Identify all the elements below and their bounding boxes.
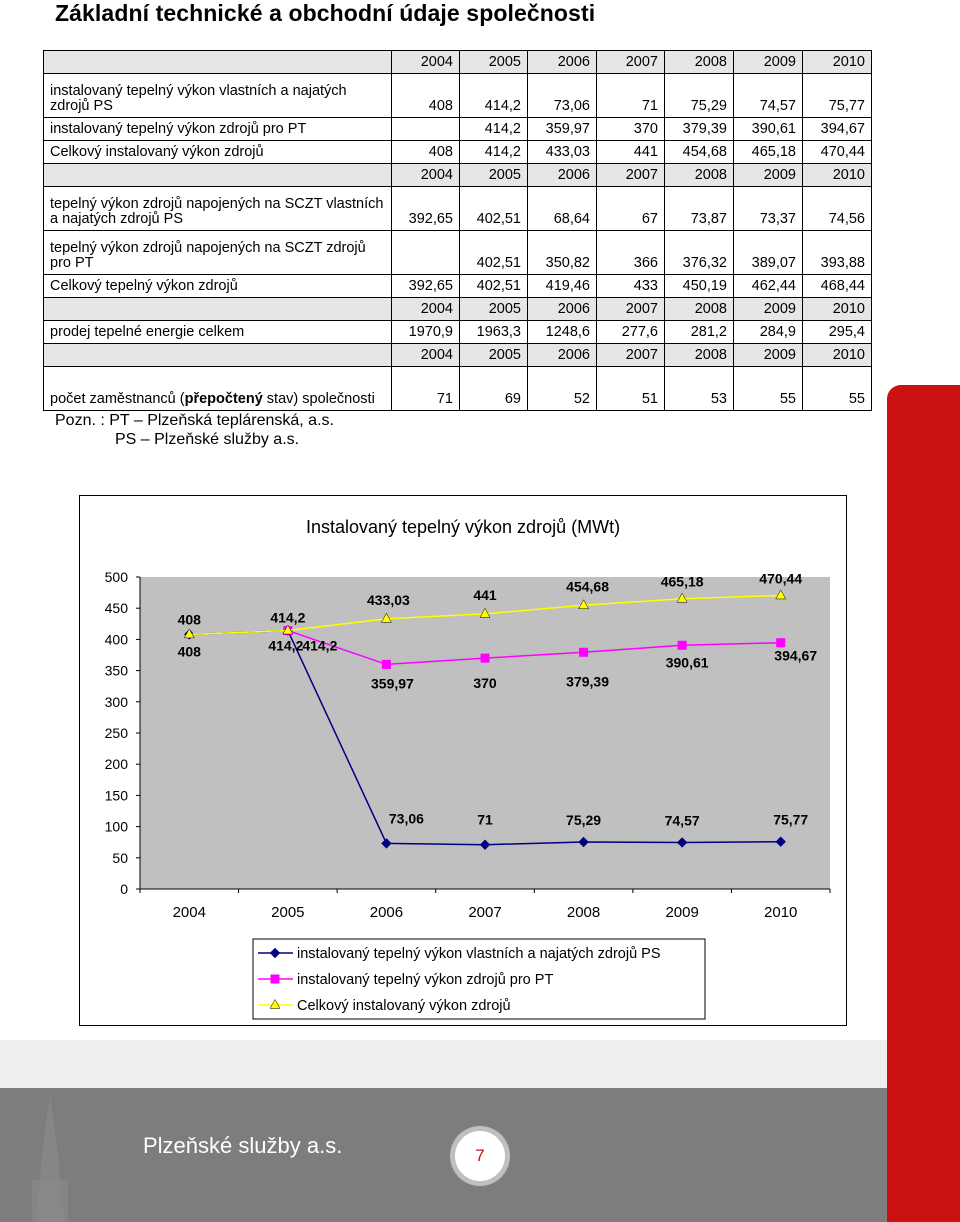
value-cell: 51 — [597, 367, 665, 411]
value-cell: 366 — [597, 231, 665, 275]
y-tick-label: 150 — [104, 787, 128, 804]
header-blank-cell — [44, 164, 392, 187]
table-row — [44, 275, 872, 298]
value-cell: 468,44 — [803, 275, 872, 298]
value-cell: 392,65 — [392, 187, 460, 231]
year-header-cell: 2004 — [392, 298, 460, 321]
decorative-red-bar — [887, 385, 960, 1222]
value-cell: 73,37 — [734, 187, 803, 231]
value-cell: 75,77 — [803, 74, 872, 118]
data-label: 414,2 — [268, 637, 304, 654]
table-row — [44, 141, 872, 164]
year-header-cell: 2005 — [460, 344, 528, 367]
data-label: 408 — [177, 643, 201, 660]
data-label: 470,44 — [759, 570, 803, 587]
year-header-cell: 2007 — [597, 51, 665, 74]
header-blank-cell — [44, 51, 392, 74]
value-cell: 295,4 — [803, 321, 872, 344]
row-label: Celkový instalovaný výkon zdrojů — [44, 141, 392, 164]
y-tick-label: 350 — [104, 662, 128, 679]
data-label: 75,29 — [566, 812, 602, 829]
footnote-line-pt: Pozn. : PT – Plzeňská teplárenská, a.s. — [55, 412, 334, 429]
value-cell: 370 — [597, 118, 665, 141]
x-tick-label: 2006 — [369, 904, 404, 921]
y-tick-label: 100 — [104, 818, 128, 835]
data-label: 441 — [473, 586, 497, 603]
value-cell: 73,06 — [528, 74, 597, 118]
data-label: 414,2 — [302, 637, 338, 654]
y-tick-label: 400 — [104, 631, 128, 648]
value-cell: 73,87 — [665, 187, 734, 231]
footnote — [55, 411, 334, 449]
value-cell — [392, 231, 460, 275]
value-cell: 67 — [597, 187, 665, 231]
row-label-part: přepočtený — [184, 391, 263, 407]
value-cell: 1963,3 — [460, 321, 528, 344]
value-cell: 392,65 — [392, 275, 460, 298]
value-cell: 376,32 — [665, 231, 734, 275]
year-header-cell: 2008 — [665, 298, 734, 321]
year-header-cell: 2009 — [734, 344, 803, 367]
value-cell — [392, 118, 460, 141]
data-label: 75,77 — [773, 811, 809, 828]
data-label: 359,97 — [371, 675, 414, 692]
data-label: 71 — [477, 811, 493, 828]
church-spire-icon — [20, 1095, 80, 1222]
data-label: 408 — [177, 611, 201, 628]
value-cell: 359,97 — [528, 118, 597, 141]
value-cell: 402,51 — [460, 275, 528, 298]
footnote-line-ps: PS – Plzeňské služby a.s. — [115, 431, 300, 448]
data-label: 379,39 — [566, 673, 609, 690]
data-point — [678, 641, 686, 649]
value-cell: 281,2 — [665, 321, 734, 344]
table-row — [44, 321, 872, 344]
value-cell: 450,19 — [665, 275, 734, 298]
legend-label: Celkový instalovaný výkon zdrojů — [297, 998, 511, 1014]
value-cell: 74,56 — [803, 187, 872, 231]
data-label: 465,18 — [660, 573, 704, 590]
value-cell: 393,88 — [803, 231, 872, 275]
value-cell: 402,51 — [460, 231, 528, 275]
data-label: 390,61 — [665, 654, 709, 671]
data-point — [777, 639, 785, 647]
value-cell: 408 — [392, 141, 460, 164]
year-header-cell: 2010 — [803, 164, 872, 187]
table-row — [44, 367, 872, 411]
year-header-cell: 2007 — [597, 298, 665, 321]
year-header-cell: 2008 — [665, 344, 734, 367]
x-tick-label: 2007 — [468, 904, 502, 921]
value-cell: 52 — [528, 367, 597, 411]
year-header-cell: 2009 — [734, 164, 803, 187]
value-cell: 419,46 — [528, 275, 597, 298]
year-header-cell: 2006 — [528, 298, 597, 321]
y-tick-label: 300 — [104, 693, 128, 710]
value-cell: 284,9 — [734, 321, 803, 344]
line-chart — [80, 496, 846, 1025]
y-tick-label: 450 — [104, 600, 128, 617]
row-label: instalovaný tepelný výkon zdrojů pro PT — [44, 118, 392, 141]
value-cell: 55 — [803, 367, 872, 411]
value-cell: 277,6 — [597, 321, 665, 344]
year-header-cell: 2005 — [460, 51, 528, 74]
value-cell: 74,57 — [734, 74, 803, 118]
table-header-row — [44, 164, 872, 187]
year-header-cell: 2004 — [392, 51, 460, 74]
value-cell: 433 — [597, 275, 665, 298]
y-tick-label: 50 — [112, 849, 128, 866]
y-tick-label: 500 — [104, 569, 128, 585]
value-cell: 441 — [597, 141, 665, 164]
value-cell: 390,61 — [734, 118, 803, 141]
value-cell: 394,67 — [803, 118, 872, 141]
value-cell: 389,07 — [734, 231, 803, 275]
row-label-part: počet zaměstnanců ( — [50, 391, 185, 407]
year-header-cell: 2007 — [597, 164, 665, 187]
row-label: tepelný výkon zdrojů napojených na SCZT zdrojů pro PT — [44, 231, 392, 275]
value-cell: 402,51 — [460, 187, 528, 231]
header-blank-cell — [44, 298, 392, 321]
y-tick-label: 0 — [120, 881, 128, 897]
chart-frame — [79, 495, 847, 1026]
year-header-cell: 2008 — [665, 164, 734, 187]
y-tick-label: 200 — [104, 756, 128, 773]
value-cell: 55 — [734, 367, 803, 411]
footer-band — [0, 1088, 887, 1222]
year-header-cell: 2009 — [734, 51, 803, 74]
value-cell: 71 — [597, 74, 665, 118]
header-blank-cell — [44, 344, 392, 367]
value-cell: 71 — [392, 367, 460, 411]
year-header-cell: 2007 — [597, 344, 665, 367]
value-cell: 414,2 — [460, 74, 528, 118]
data-label: 414,2 — [270, 609, 306, 626]
value-cell: 53 — [665, 367, 734, 411]
page-title: Základní technické a obchodní údaje společnosti — [55, 0, 596, 26]
x-tick-label: 2010 — [764, 904, 798, 921]
value-cell: 379,39 — [665, 118, 734, 141]
data-point — [481, 654, 489, 662]
value-cell: 1248,6 — [528, 321, 597, 344]
year-header-cell: 2005 — [460, 164, 528, 187]
table-header-row — [44, 51, 872, 74]
year-header-cell: 2005 — [460, 298, 528, 321]
row-label: instalovaný tepelný výkon vlastních a najatých zdrojů PS — [44, 74, 392, 118]
year-header-cell: 2008 — [665, 51, 734, 74]
chart-title: Instalovaný tepelný výkon zdrojů (MWt) — [305, 517, 621, 537]
year-header-cell: 2010 — [803, 51, 872, 74]
year-header-cell: 2004 — [392, 344, 460, 367]
year-header-cell: 2010 — [803, 344, 872, 367]
page-number: 7 — [455, 1131, 505, 1181]
legend-label: instalovaný tepelný výkon zdrojů pro PT — [297, 972, 554, 988]
value-cell: 69 — [460, 367, 528, 411]
data-label: 370 — [473, 675, 497, 692]
data-label: 74,57 — [664, 812, 700, 829]
year-header-cell: 2006 — [528, 344, 597, 367]
data-label: 394,67 — [774, 647, 818, 664]
value-cell: 75,29 — [665, 74, 734, 118]
value-cell: 408 — [392, 74, 460, 118]
table-row — [44, 187, 872, 231]
value-cell: 465,18 — [734, 141, 803, 164]
value-cell: 350,82 — [528, 231, 597, 275]
table-header-row — [44, 344, 872, 367]
value-cell: 462,44 — [734, 275, 803, 298]
data-table — [43, 50, 872, 411]
year-header-cell: 2009 — [734, 298, 803, 321]
table-row — [44, 118, 872, 141]
data-label: 433,03 — [367, 591, 410, 608]
legend-marker — [271, 975, 279, 983]
x-tick-label: 2004 — [172, 904, 206, 921]
value-cell: 414,2 — [460, 118, 528, 141]
row-label: prodej tepelné energie celkem — [44, 321, 392, 344]
value-cell: 1970,9 — [392, 321, 460, 344]
year-header-cell: 2006 — [528, 164, 597, 187]
table-header-row — [44, 298, 872, 321]
value-cell: 414,2 — [460, 141, 528, 164]
year-header-cell: 2004 — [392, 164, 460, 187]
year-header-cell: 2006 — [528, 51, 597, 74]
value-cell: 454,68 — [665, 141, 734, 164]
table-row — [44, 231, 872, 275]
row-label: Celkový tepelný výkon zdrojů — [44, 275, 392, 298]
data-label: 73,06 — [388, 810, 424, 827]
x-tick-label: 2005 — [271, 904, 305, 921]
year-header-cell: 2010 — [803, 298, 872, 321]
value-cell: 68,64 — [528, 187, 597, 231]
x-tick-label: 2008 — [566, 904, 601, 921]
value-cell: 470,44 — [803, 141, 872, 164]
y-tick-label: 250 — [104, 725, 128, 741]
row-label — [44, 367, 392, 411]
value-cell: 433,03 — [528, 141, 597, 164]
data-point — [382, 660, 390, 668]
data-label: 454,68 — [566, 578, 609, 595]
data-point — [580, 648, 588, 656]
footer-company-name: Plzeňské služby a.s. — [143, 1133, 343, 1158]
row-label-part: stav) společnosti — [262, 391, 375, 407]
x-tick-label: 2009 — [665, 904, 699, 921]
footer-top-band — [0, 1040, 887, 1088]
table-row — [44, 74, 872, 118]
legend-label: instalovaný tepelný výkon vlastních a najatých zdrojů PS — [297, 946, 661, 962]
row-label: tepelný výkon zdrojů napojených na SCZT vlastních a najatých zdrojů PS — [44, 187, 392, 231]
